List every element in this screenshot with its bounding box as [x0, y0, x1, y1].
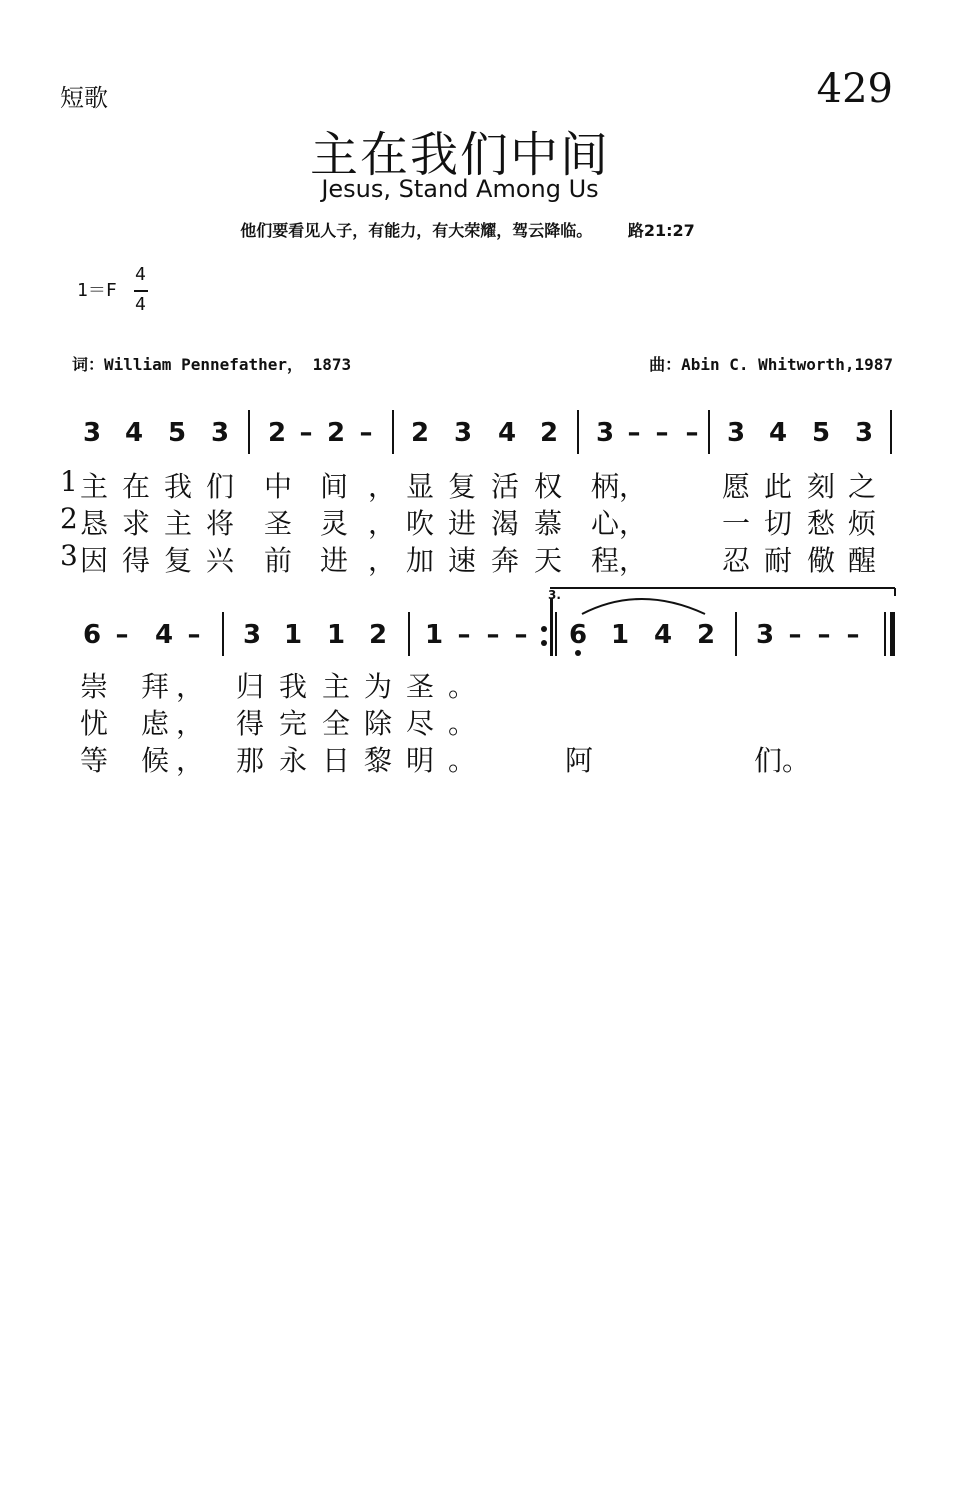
- note: 2: [410, 418, 430, 448]
- barline: [392, 410, 394, 454]
- note: 5: [167, 418, 187, 448]
- lyric-syllable: 慕: [533, 507, 563, 540]
- lyric-syllable: 耐: [763, 544, 793, 577]
- lyric-syllable: 忧: [79, 707, 109, 740]
- volta-ending: [540, 580, 910, 640]
- lyric-syllable: 进: [319, 544, 349, 577]
- note: 4: [497, 418, 517, 448]
- lyric-syllable: ，: [367, 507, 397, 540]
- note: 6: [568, 620, 588, 650]
- lyric-syllable: 吹: [405, 507, 435, 540]
- note: 4: [653, 620, 673, 650]
- lyric-syllable: ，: [175, 670, 205, 703]
- note: –: [187, 620, 201, 650]
- composer-credit: 曲：Abin C. Whitworth,1987: [649, 355, 893, 374]
- note: –: [115, 620, 129, 650]
- lyric-syllable: 心: [590, 507, 620, 540]
- lyric-syllable: 归: [235, 670, 265, 703]
- lyric-syllable: 柄: [590, 470, 620, 503]
- note: 4: [768, 418, 788, 448]
- time-signature-divider: [134, 290, 148, 292]
- note: 3: [595, 418, 615, 448]
- lyric-syllable: 进: [447, 507, 477, 540]
- note: –: [655, 418, 669, 448]
- lyric-syllable: 们。: [753, 744, 811, 777]
- lyric-syllable: 明: [405, 744, 435, 777]
- lyric-syllable: 复: [163, 544, 193, 577]
- lyric-syllable: 在: [121, 470, 151, 503]
- lyric-syllable: ，: [175, 744, 205, 777]
- lyric-syllable: ，: [618, 507, 648, 540]
- lyric-syllable: 儆: [806, 544, 836, 577]
- note: –: [486, 620, 500, 650]
- note: 3: [854, 418, 874, 448]
- note: 2: [326, 418, 346, 448]
- note: 1: [283, 620, 303, 650]
- lyric-syllable: 我: [278, 670, 308, 703]
- lyric-syllable: 渴: [490, 507, 520, 540]
- lyric-syllable: 一: [721, 507, 751, 540]
- barline: [890, 410, 892, 454]
- note: 6: [82, 620, 102, 650]
- lyric-syllable: ，: [367, 470, 397, 503]
- lyric-syllable: 为: [363, 670, 393, 703]
- note: 1: [326, 620, 346, 650]
- lyric-syllable: ，: [367, 544, 397, 577]
- lyric-syllable: 活: [490, 470, 520, 503]
- lyric-syllable: 候: [140, 744, 170, 777]
- lyric-syllable: 权: [533, 470, 563, 503]
- lyric-syllable: 主: [79, 470, 109, 503]
- lyric-syllable: 崇: [79, 670, 109, 703]
- note: 3: [82, 418, 102, 448]
- scripture-verse: [0, 218, 935, 241]
- lyric-syllable: 完: [278, 707, 308, 740]
- note: 3: [242, 620, 262, 650]
- time-signature-top: 4: [135, 264, 146, 285]
- title-english: Jesus, Stand Among Us: [321, 175, 599, 203]
- lyric-syllable: 此: [763, 470, 793, 503]
- lyric-syllable: 愿: [721, 470, 751, 503]
- lyric-syllable: 圣: [405, 670, 435, 703]
- lyric-syllable: 虑: [140, 707, 170, 740]
- lyric-syllable: ，: [618, 470, 648, 503]
- barline: [408, 612, 410, 656]
- lyric-syllable: 间: [319, 470, 349, 503]
- note: –: [359, 418, 373, 448]
- lyric-syllable: 兴: [205, 544, 235, 577]
- lyric-syllable: 因: [79, 544, 109, 577]
- note: 2: [368, 620, 388, 650]
- lyric-syllable: ，: [618, 544, 648, 577]
- lyric-syllable: 忍: [721, 544, 751, 577]
- note: –: [514, 620, 528, 650]
- verse-text: 他们要看见人子，有能力，有大荣耀，驾云降临。: [240, 221, 593, 240]
- note: 2: [696, 620, 716, 650]
- verse-reference: 路21:27: [627, 221, 695, 240]
- lyric-syllable: 天: [533, 544, 563, 577]
- lyric-syllable: 切: [763, 507, 793, 540]
- verse-number: 3: [60, 539, 78, 572]
- hymn-number: 429: [816, 66, 893, 112]
- lyric-syllable: 前: [263, 544, 293, 577]
- lyric-syllable: 显: [405, 470, 435, 503]
- lyric-syllable: 等: [79, 744, 109, 777]
- lyric-syllable: 恳: [79, 507, 109, 540]
- lyric-syllable: 阿: [564, 744, 594, 777]
- volta-label: 3.: [548, 588, 561, 602]
- category-label: 短歌: [60, 84, 108, 112]
- lyric-syllable: ，: [175, 707, 205, 740]
- note: –: [627, 418, 641, 448]
- note: 4: [154, 620, 174, 650]
- barline: [222, 612, 224, 656]
- lyric-syllable: 拜: [140, 670, 170, 703]
- note: 2: [267, 418, 287, 448]
- lyric-syllable: 。: [447, 670, 477, 703]
- tie-slur: [582, 599, 705, 614]
- lyric-syllable: 。: [447, 707, 477, 740]
- lyric-syllable: 主: [163, 507, 193, 540]
- note: –: [788, 620, 802, 650]
- lyric-syllable: 烦: [847, 507, 877, 540]
- lyric-syllable: 们: [205, 470, 235, 503]
- lyric-syllable: 中: [263, 470, 293, 503]
- repeat-dot: [541, 640, 547, 646]
- note: –: [299, 418, 313, 448]
- note: 3: [726, 418, 746, 448]
- key-signature: 1＝F: [77, 280, 117, 301]
- lyric-syllable: 醒: [847, 544, 877, 577]
- lyric-syllable: 求: [121, 507, 151, 540]
- note: 4: [124, 418, 144, 448]
- verse-number: 2: [60, 502, 78, 535]
- note: 5: [811, 418, 831, 448]
- octave-dot: [575, 650, 581, 656]
- lyric-syllable: 永: [278, 744, 308, 777]
- note: 3: [210, 418, 230, 448]
- lyric-syllable: 日: [321, 744, 351, 777]
- note: 3: [755, 620, 775, 650]
- verse-number: 1: [60, 465, 78, 498]
- note: 1: [610, 620, 630, 650]
- lyric-syllable: 得: [121, 544, 151, 577]
- title-chinese: 主在我们中间: [309, 127, 610, 183]
- lyric-syllable: 尽: [405, 707, 435, 740]
- note: 2: [539, 418, 559, 448]
- lyricist-credit: 词：William Pennefather， 1873: [72, 355, 352, 374]
- lyric-syllable: 之: [847, 470, 877, 503]
- lyric-syllable: 将: [205, 507, 235, 540]
- lyric-syllable: 我: [163, 470, 193, 503]
- lyric-syllable: 得: [235, 707, 265, 740]
- lyric-syllable: 灵: [319, 507, 349, 540]
- note: –: [817, 620, 831, 650]
- lyric-syllable: 加: [405, 544, 435, 577]
- note: –: [685, 418, 699, 448]
- note: 1: [424, 620, 444, 650]
- lyric-syllable: 主: [321, 670, 351, 703]
- lyric-syllable: 速: [447, 544, 477, 577]
- time-signature-bottom: 4: [135, 294, 146, 315]
- lyric-syllable: 黎: [363, 744, 393, 777]
- barline: [248, 410, 250, 454]
- barline: [708, 410, 710, 454]
- note: –: [457, 620, 471, 650]
- barline: [577, 410, 579, 454]
- lyric-syllable: 愁: [806, 507, 836, 540]
- lyric-syllable: 。: [447, 744, 477, 777]
- lyric-syllable: 复: [447, 470, 477, 503]
- lyric-syllable: 圣: [263, 507, 293, 540]
- note: –: [846, 620, 860, 650]
- note: 3: [453, 418, 473, 448]
- lyric-syllable: 除: [363, 707, 393, 740]
- lyric-syllable: 奔: [490, 544, 520, 577]
- lyric-syllable: 全: [321, 707, 351, 740]
- lyric-syllable: 程: [590, 544, 620, 577]
- lyric-syllable: 那: [235, 744, 265, 777]
- lyric-syllable: 刻: [806, 470, 836, 503]
